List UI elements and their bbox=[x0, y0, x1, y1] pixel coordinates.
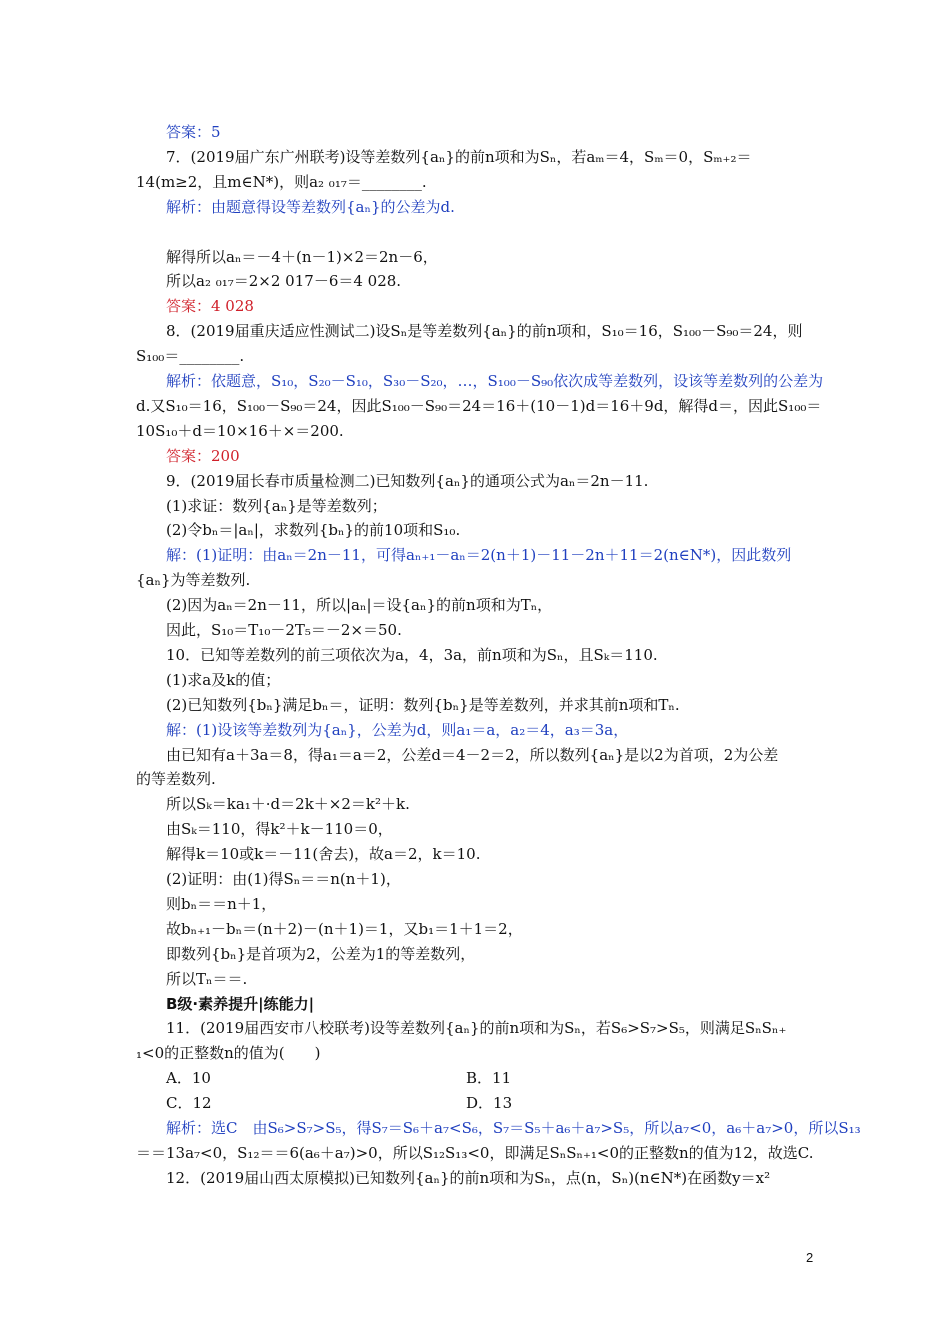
text-line: (2)证明：由(1)得Sₙ＝＝n(n＋1)， bbox=[166, 870, 401, 888]
text-line: 解析：选C 由S₆>S₇>S₅，得S₇＝S₆＋a₇<S₆，S₇＝S₅＋a₆＋a₇>S₅，所以a₇<0，a₆＋a₇>0，所以S₁₃ bbox=[166, 1119, 861, 1137]
text-line: 的等差数列. bbox=[136, 770, 216, 788]
page-number: 2 bbox=[806, 1250, 814, 1265]
text-line: 解析：依题意，S₁₀，S₂₀－S₁₀，S₃₀－S₂₀，…，S₁₀₀－S₉₀依次成等差数列，设该等差数列的公差为 bbox=[166, 372, 824, 390]
text-line: 解：(1)设该等差数列为{aₙ}，公差为d，则a₁＝a，a₂＝4，a₃＝3a， bbox=[166, 721, 629, 739]
text-line: 由Sₖ＝110，得k²＋k－110＝0， bbox=[166, 820, 393, 838]
text-line: 14(m≥2，且m∈N*)，则a₂ ₀₁₇＝________. bbox=[136, 173, 427, 191]
text-line: 因此，S₁₀＝T₁₀－2T₅＝－2×＝50. bbox=[166, 621, 402, 639]
text-line: ＝＝13a₇<0，S₁₂＝＝6(a₆＋a₇)>0，所以S₁₂S₁₃<0，即满足SₙSₙ₊₁<0的正整数n的值为12，故选C. bbox=[136, 1144, 814, 1162]
text-line: 答案：200 bbox=[166, 447, 240, 465]
text-line: S₁₀₀＝________. bbox=[136, 347, 245, 365]
text-line: (2)令bₙ＝|aₙ|，求数列{bₙ}的前10项和S₁₀. bbox=[166, 521, 461, 539]
text-line: (2)因为aₙ＝2n－11，所以|aₙ|＝设{aₙ}的前n项和为Tₙ， bbox=[166, 596, 553, 614]
text-line: 8．(2019届重庆适应性测试二)设Sₙ是等差数列{aₙ}的前n项和，S₁₀＝16，S₁₀₀－S₉₀＝24，则 bbox=[166, 322, 803, 340]
text-line: 11．(2019届西安市八校联考)设等差数列{aₙ}的前n项和为Sₙ，若S₆>S₇>S₅，则满足SₙSₙ₊ bbox=[166, 1019, 787, 1037]
text-line: 即数列{bₙ}是首项为2，公差为1的等差数列， bbox=[166, 945, 476, 963]
text-line: (1)求证：数列{aₙ}是等差数列； bbox=[166, 497, 387, 515]
text-line: 12．(2019届山西太原模拟)已知数列{aₙ}的前n项和为Sₙ，点(n，Sₙ)(n∈N*)在函数y＝x² bbox=[166, 1169, 771, 1187]
text-line: 9．(2019届长春市质量检测二)已知数列{aₙ}的通项公式为aₙ＝2n－11. bbox=[166, 472, 649, 490]
text-line: 7．(2019届广东广州联考)设等差数列{aₙ}的前n项和为Sₙ，若aₘ＝4，Sₘ＝0，Sₘ₊₂＝ bbox=[166, 148, 752, 166]
text-line: 10S₁₀＋d＝10×16＋×＝200. bbox=[136, 422, 344, 440]
text-line: 解：(1)证明：由aₙ＝2n－11，可得aₙ₊₁－aₙ＝2(n＋1)－11－2n＋11＝2(n∈N*)，因此数列 bbox=[166, 546, 792, 564]
text-line: (2)已知数列{bₙ}满足bₙ＝，证明：数列{bₙ}是等差数列，并求其前n项和Tₙ. bbox=[166, 696, 680, 714]
text-line: 由已知有a＋3a＝8，得a₁＝a＝2，公差d＝4－2＝2，所以数列{aₙ}是以2为首项，2为公差 bbox=[166, 746, 779, 764]
text-line: 10．已知等差数列的前三项依次为a，4，3a，前n项和为Sₙ，且Sₖ＝110. bbox=[166, 646, 658, 664]
text-line: ₁<0的正整数n的值为( ) bbox=[136, 1044, 321, 1062]
text-line: 所以a₂ ₀₁₇＝2×2 017－6＝4 028. bbox=[166, 272, 402, 290]
text-line: 解得所以aₙ＝－4＋(n－1)×2＝2n－6， bbox=[166, 248, 438, 266]
text-line: 解析：由题意得设等差数列{aₙ}的公差为d. bbox=[166, 198, 455, 216]
text-line: d.又S₁₀＝16，S₁₀₀－S₉₀＝24，因此S₁₀₀－S₉₀＝24＝16＋(10－1)d＝16＋9d，解得d＝，因此S₁₀₀＝ bbox=[136, 397, 822, 415]
text-line: 所以Tₙ＝＝. bbox=[166, 970, 248, 988]
text-line: 所以Sₖ＝ka₁＋·d＝2k＋×2＝k²＋k. bbox=[166, 795, 410, 813]
option-right: B．11 bbox=[466, 1069, 512, 1087]
option-left: C．12 bbox=[166, 1094, 212, 1112]
text-line: {aₙ}为等差数列. bbox=[136, 571, 251, 589]
text-line: 故bₙ₊₁－bₙ＝(n＋2)－(n＋1)＝1，又b₁＝1＋1＝2， bbox=[166, 920, 523, 938]
text-line: 解得k＝10或k＝－11(舍去)，故a＝2，k＝10. bbox=[166, 845, 481, 863]
text-line: 则bₙ＝＝n＋1， bbox=[166, 895, 277, 913]
option-right: D．13 bbox=[466, 1094, 513, 1112]
option-left: A．10 bbox=[166, 1069, 211, 1087]
text-line: (1)求a及k的值； bbox=[166, 671, 281, 689]
text-line: B级·素养提升|练能力| bbox=[166, 995, 315, 1013]
text-line: 答案：4 028 bbox=[166, 297, 254, 315]
text-line: 答案：5 bbox=[166, 123, 221, 141]
